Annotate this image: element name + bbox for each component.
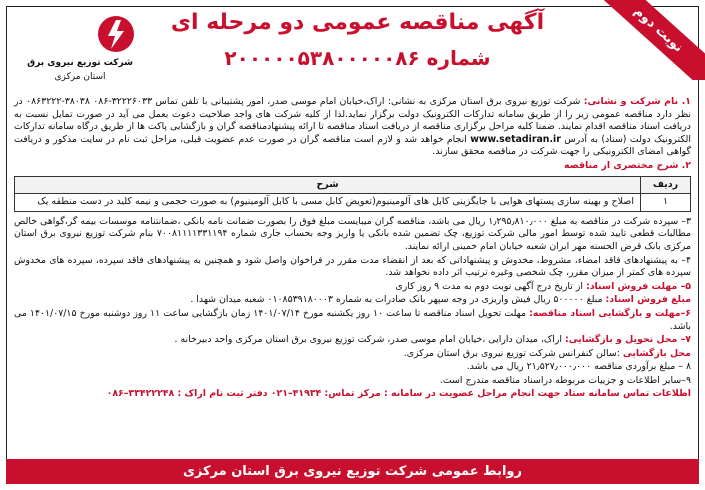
opening-venue xyxy=(14,348,691,361)
section-9: ۹–سایر اطلاعات و جزییات مربوطه دراسناد مناقصه مندرج است. xyxy=(439,374,691,386)
logo-line2: استان مرکزی xyxy=(54,72,106,82)
fee-text: مبلغ ۵۰۰۰۰۰ ریال فیش واریزی در وجه سپهر بانک صادرات به شماره ۰۱۰۸۵۳۹۱۸۰۰۰۳ شعبه میدان شهدا . xyxy=(190,294,603,306)
section-2-heading: ۲. شرح مختصری از مناقصه xyxy=(563,159,691,171)
row-description: اصلاح و بهینه سازی پستهای هوایی با جایگزینی کابل های آلومینیوم(تعویض کابل مسی با کابل آلومینیوم) به صورت حجمی و نیمه کلید در دست منطقه یک xyxy=(15,194,641,212)
venue-heading: محل بازگشایی xyxy=(622,347,691,359)
document-fee xyxy=(14,294,691,307)
setad-url-link[interactable]: www.setadiran.ir xyxy=(470,133,561,145)
notice-number: شماره ۲۰۰۰۰۰۵۳۸۰۰۰۰۰۸۶ xyxy=(224,46,491,70)
section-1-heading: ۱. نام شرکت و نشانی: xyxy=(583,96,692,107)
section-1-text2: انجام خواهد شد و لازم است مناقصه گران در صورت عدم عضویت قبلی، مراحل ثبت نام در سایت مذکور و دریافت گواهی امضای الکترونیکی را جهت شرکت در مناقصه محقق سازند. xyxy=(14,133,691,158)
power-company-logo-icon xyxy=(20,12,140,56)
section-4: ۴– به پیشنهادهای فاقد امضاء، مشروط، مخدوش و پیشنهاداتی که بعد از انقضاء مدت مقرر در فراخوان واصل شود و همچنین به پیشنهادهای فاقد سپرده، سپرده های مخدوش سپرده های کمتر از میزان مقرر، چک شخصی وغیره ترتیب اثر داده نخواهد شد. xyxy=(14,254,691,279)
row-index: ۱ xyxy=(641,194,691,212)
section-1-text: شرکت توزیع نیروی برق استان مرکزی به نشانی: اراک،خیابان امام موسی صدر، امور پشتیبانی با تلفن تماس ۳۲۲۲۶۰۳۳-۰۸۶ ۳۸۰۳۸-۰۸۶۳۲۲۲ در نظر دارد مناقصه عمومی زیر را از طریق سامانه تدارکات الکترونیک دولت برگزار نماید.لذا از کلیه شرکت های واجد صلاحیت دعوت بعمل می آید در صورت تمایل نسبت به دریافت اسناد مناقصه اقدام نمایند. ضمنا کلیه مراحل برگزاری مناقصه از دریافت اسناد مناقصه تا ارائه پیشنهادمناقصه گران و بازگشایی پاکت ها از طریق درگاه سامانه تدارکات الکترونیک دولت (ستاد) به آدرس xyxy=(14,96,692,145)
section-8: ۸ – مبلغ برآوردی مناقصه ۲۱٫۵۲۷٫۰۰۰٫۰۰۰ ریال می باشد. xyxy=(466,361,691,373)
section-7-heading: ۷– محل تحویل و بازگشایی: xyxy=(565,334,691,346)
notice-header xyxy=(6,3,699,94)
col-header-description: شرح xyxy=(15,176,641,194)
notice-body xyxy=(14,96,691,402)
fee-heading: مبلغ فروش اسناد: xyxy=(605,294,691,306)
section-5-text: از تاریخ درج آگهی نوبت دوم به مدت ۹ روز کاری xyxy=(395,280,583,292)
section-7-text: اراک، میدان دارایی ،خیابان امام موسی صدر، شرکت توزیع نیروی برق استان مرکزی واحد دبیرخانه . xyxy=(174,334,563,346)
section-7 xyxy=(14,334,691,347)
section-3: ۳– سپرده شرکت در مناقصه به مبلغ ۱٫۲۹۵٫۸۱۰٫۰۰۰ ریال می باشد، مناقصه گران میبایست مبلغ فوق را بصورت ضمانت نامه بانکی ،ضمانتنامه موسسات بیمه گر،گواهی خالص مطالبات قطعی تایید شده توسط امور مالی شرکت توزیع، چک تضمین شده بانکی یا واریز وجه بحساب جاری شماره ۷۰۰۸۱۱۱۱۳۳۱۱۹۴ بنام شرکت توزیع نیروی برق استان مرکزی بانک قرض الحسنه مهر ایران شعبه خیابان امام خمینی ارائه نمایند. xyxy=(14,215,691,252)
table-row xyxy=(15,194,691,212)
company-logo xyxy=(16,12,146,90)
col-header-index: ردیف xyxy=(641,176,691,194)
corner-ribbon xyxy=(595,0,705,80)
table-header-row xyxy=(15,176,691,194)
contact-info: اطلاعات تماس سامانه ستاد جهت انجام مراحل عضویت در سامانه : مرکز تماس: ۴۱۹۳۴–۰۲۱ دفتر ثبت نام اراک : ۳۳۴۲۲۲۴۸–۰۸۶ xyxy=(106,388,691,400)
section-5-heading: ۵– مهلت فروش اسناد: xyxy=(585,280,691,292)
ribbon-label: نوبت دوم xyxy=(595,0,705,80)
tender-table xyxy=(14,176,691,212)
venue-text: :سالن کنفرانس شرکت توزیع نیروی برق استان مرکزی. xyxy=(403,347,620,359)
notice-title: آگهی مناقصه عمومی دو مرحله ای xyxy=(170,10,545,35)
section-1 xyxy=(14,96,691,159)
section-6-text: مهلت تحویل اسناد مناقصه تا ساعت ۱۰ روز یکشنبه مورخ ۱۴۰۱/۰۷/۱۴ زمان بازگشایی ساعت ۱۱ روز دوشنبه مورخ ۱۴۰۱/۰۷/۱۵ می باشد. xyxy=(14,307,691,332)
logo-line1: شرکت توزیع نیروی برق xyxy=(27,58,133,68)
footer-banner: روابط عمومی شرکت توزیع نیروی برق استان مرکزی xyxy=(6,459,699,484)
section-5 xyxy=(14,281,691,294)
section-6 xyxy=(14,308,691,333)
section-6-heading: ۶–مهلت و بازگشایی اسناد مناقصه: xyxy=(529,307,691,319)
